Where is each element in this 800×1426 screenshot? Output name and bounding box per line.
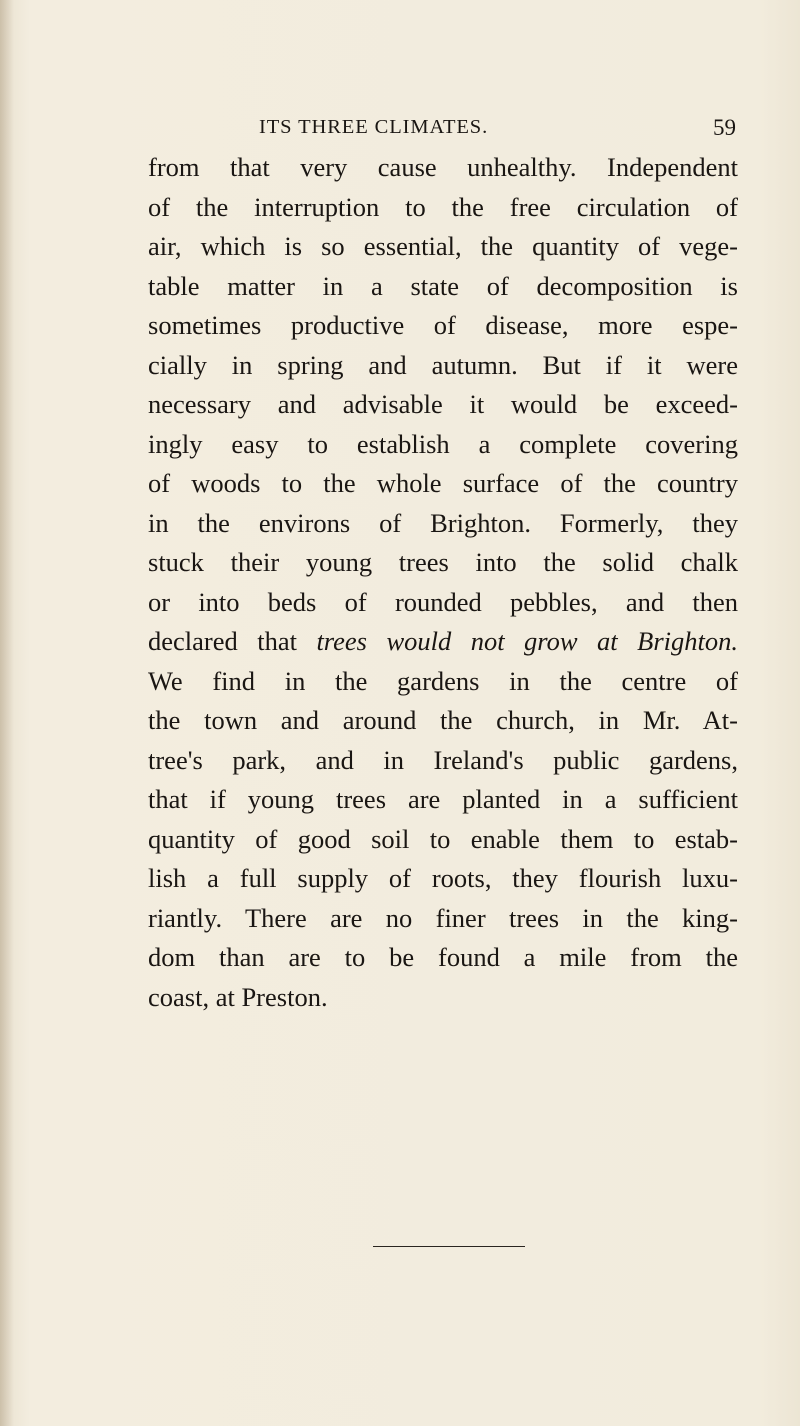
text-line-17: that if young trees are planted in a sufficient	[148, 784, 738, 814]
text-line-19: lish a full supply of roots, they flourish luxu-	[148, 863, 738, 893]
text-line-20: riantly. There are no finer trees in the king-	[148, 902, 738, 933]
italic-phrase: trees would not grow at Brighton.	[316, 626, 738, 656]
gutter-shadow	[0, 0, 14, 1426]
text-line-3: air, which is so essential, the quantity of vege-	[148, 231, 738, 261]
text-line-8: ingly easy to establish a complete covering	[148, 428, 738, 459]
text-line-21: dom than are to be found a mile from the	[148, 942, 738, 972]
end-rule	[373, 1246, 525, 1247]
text-line-9: of woods to the whole surface of the country	[148, 468, 738, 498]
text-line-2: of the interruption to the free circulation of	[148, 191, 738, 222]
text-line-13-roman: declared that	[148, 626, 297, 656]
running-title: ITS THREE CLIMATES.	[259, 116, 489, 138]
body-text	[148, 148, 738, 1017]
text-line-7: necessary and advisable it would be exceed-	[148, 389, 738, 419]
text-line-11: stuck their young trees into the solid chalk	[148, 547, 738, 577]
running-head	[0, 116, 800, 146]
text-line-16: tree's park, and in Ireland's public gardens,	[148, 744, 738, 775]
text-line-10: in the environs of Brighton. Formerly, they	[148, 507, 738, 538]
text-line-22: coast, at Preston.	[148, 981, 328, 1012]
page-number: 59	[713, 115, 736, 140]
text-line-1: from that very cause unhealthy. Independent	[148, 152, 738, 182]
text-line-13	[148, 622, 738, 662]
text-line-12: or into beds of rounded pebbles, and then	[148, 586, 738, 617]
text-line-18: quantity of good soil to enable them to estab-	[148, 823, 738, 854]
text-line-6: cially in spring and autumn. But if it were	[148, 349, 738, 380]
text-line-5: sometimes productive of disease, more espe-	[148, 310, 738, 340]
text-line-14: We find in the gardens in the centre of	[148, 665, 738, 696]
text-line-15: the town and around the church, in Mr. At-	[148, 705, 738, 735]
text-line-4: table matter in a state of decomposition is	[148, 270, 738, 301]
